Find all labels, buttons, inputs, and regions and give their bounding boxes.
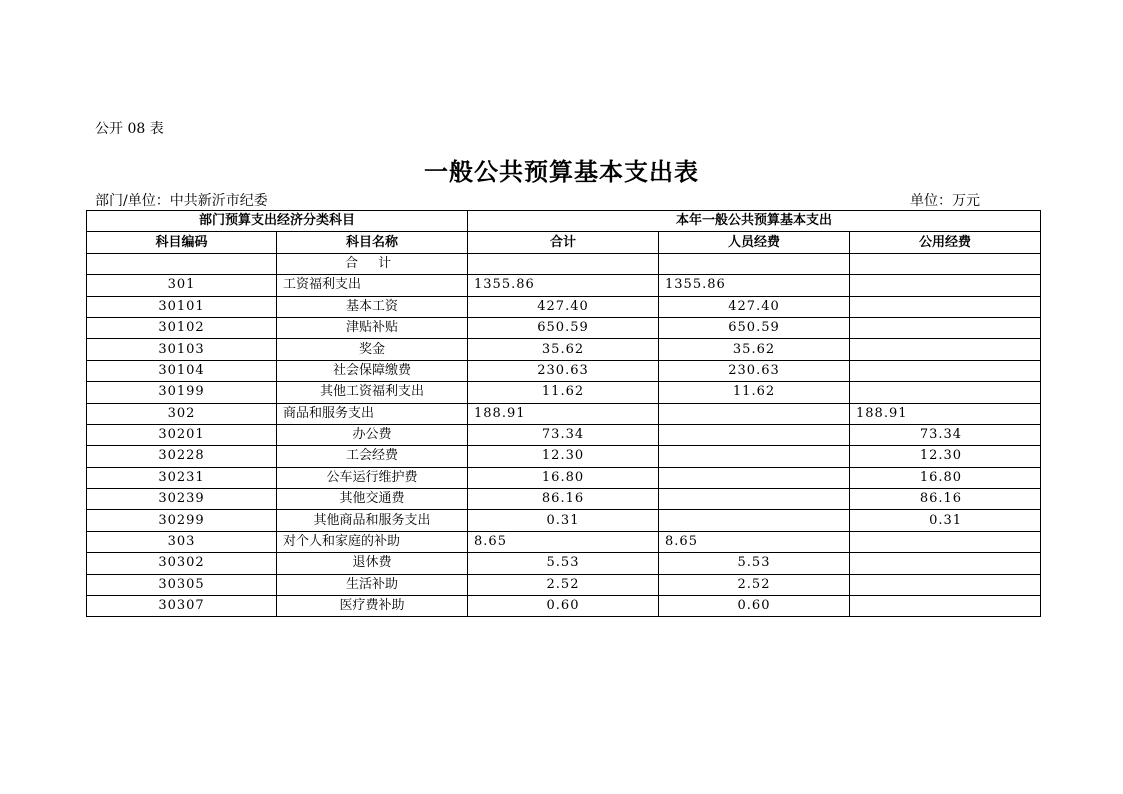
code-cell: 30101 bbox=[87, 296, 277, 317]
public-cell bbox=[850, 596, 1041, 617]
public-cell: 188.91 bbox=[850, 403, 1041, 424]
public-cell: 86.16 bbox=[850, 489, 1041, 510]
public-cell bbox=[850, 275, 1041, 296]
code-cell: 303 bbox=[87, 531, 277, 552]
code-cell: 30103 bbox=[87, 339, 277, 360]
name-cell: 医疗费补助 bbox=[277, 596, 468, 617]
total-cell: 35.62 bbox=[468, 339, 659, 360]
code-cell: 30104 bbox=[87, 360, 277, 381]
table-row bbox=[87, 446, 1041, 467]
total-personnel-cell bbox=[659, 253, 850, 274]
table-row bbox=[87, 382, 1041, 403]
name-cell: 生活补助 bbox=[277, 574, 468, 595]
total-cell: 230.63 bbox=[468, 360, 659, 381]
total-cell: 188.91 bbox=[468, 403, 659, 424]
personnel-cell: 35.62 bbox=[659, 339, 850, 360]
personnel-cell: 2.52 bbox=[659, 574, 850, 595]
name-cell: 奖金 bbox=[277, 339, 468, 360]
public-cell: 16.80 bbox=[850, 467, 1041, 488]
personnel-cell: 0.60 bbox=[659, 596, 850, 617]
code-cell: 30228 bbox=[87, 446, 277, 467]
total-cell: 0.31 bbox=[468, 510, 659, 531]
public-cell: 73.34 bbox=[850, 424, 1041, 445]
unit-label: 单位：万元 bbox=[910, 193, 980, 209]
group-header-left: 部门预算支出经济分类科目 bbox=[87, 211, 468, 232]
total-cell: 8.65 bbox=[468, 531, 659, 552]
total-code-cell bbox=[87, 253, 277, 274]
personnel-cell: 650.59 bbox=[659, 317, 850, 338]
form-number: 公开 08 表 bbox=[95, 121, 164, 137]
total-cell: 86.16 bbox=[468, 489, 659, 510]
name-cell: 其他工资福利支出 bbox=[277, 382, 468, 403]
public-cell bbox=[850, 317, 1041, 338]
table-row bbox=[87, 360, 1041, 381]
table-row bbox=[87, 339, 1041, 360]
table-row bbox=[87, 489, 1041, 510]
department-label: 部门/单位：中共新沂市纪委 bbox=[95, 193, 268, 209]
table-row bbox=[87, 424, 1041, 445]
total-public-cell bbox=[850, 253, 1041, 274]
code-cell: 30231 bbox=[87, 467, 277, 488]
table-row bbox=[87, 531, 1041, 552]
personnel-cell bbox=[659, 446, 850, 467]
code-cell: 30201 bbox=[87, 424, 277, 445]
total-cell: 2.52 bbox=[468, 574, 659, 595]
total-cell: 427.40 bbox=[468, 296, 659, 317]
table-row bbox=[87, 467, 1041, 488]
name-cell: 工资福利支出 bbox=[277, 275, 468, 296]
name-cell: 退休费 bbox=[277, 553, 468, 574]
name-cell: 商品和服务支出 bbox=[277, 403, 468, 424]
column-header-total: 合计 bbox=[468, 232, 659, 253]
name-cell: 社会保障缴费 bbox=[277, 360, 468, 381]
table-row bbox=[87, 553, 1041, 574]
code-cell: 302 bbox=[87, 403, 277, 424]
personnel-cell: 230.63 bbox=[659, 360, 850, 381]
personnel-cell: 11.62 bbox=[659, 382, 850, 403]
total-cell: 73.34 bbox=[468, 424, 659, 445]
code-cell: 301 bbox=[87, 275, 277, 296]
page-title: 一般公共预算基本支出表 bbox=[424, 157, 699, 186]
personnel-cell bbox=[659, 510, 850, 531]
code-cell: 30299 bbox=[87, 510, 277, 531]
personnel-cell bbox=[659, 489, 850, 510]
name-cell: 其他商品和服务支出 bbox=[277, 510, 468, 531]
public-cell bbox=[850, 553, 1041, 574]
personnel-cell bbox=[659, 424, 850, 445]
name-cell: 工会经费 bbox=[277, 446, 468, 467]
table-row bbox=[87, 275, 1041, 296]
public-cell bbox=[850, 339, 1041, 360]
name-cell: 公车运行维护费 bbox=[277, 467, 468, 488]
code-cell: 30302 bbox=[87, 553, 277, 574]
public-cell bbox=[850, 382, 1041, 403]
total-label-cell: 合 计 bbox=[277, 253, 468, 274]
name-cell: 津贴补贴 bbox=[277, 317, 468, 338]
personnel-cell bbox=[659, 403, 850, 424]
personnel-cell: 5.53 bbox=[659, 553, 850, 574]
table-row bbox=[87, 403, 1041, 424]
name-cell: 基本工资 bbox=[277, 296, 468, 317]
total-cell: 12.30 bbox=[468, 446, 659, 467]
table-row bbox=[87, 574, 1041, 595]
public-cell bbox=[850, 296, 1041, 317]
total-cell: 1355.86 bbox=[468, 275, 659, 296]
table-row bbox=[87, 296, 1041, 317]
budget-table bbox=[86, 210, 1041, 617]
table-row bbox=[87, 596, 1041, 617]
public-cell bbox=[850, 360, 1041, 381]
code-cell: 30102 bbox=[87, 317, 277, 338]
name-cell: 办公费 bbox=[277, 424, 468, 445]
code-cell: 30199 bbox=[87, 382, 277, 403]
total-cell: 650.59 bbox=[468, 317, 659, 338]
personnel-cell: 427.40 bbox=[659, 296, 850, 317]
table-row bbox=[87, 317, 1041, 338]
public-cell: 0.31 bbox=[850, 510, 1041, 531]
personnel-cell bbox=[659, 467, 850, 488]
total-row bbox=[87, 253, 1041, 274]
column-header-personnel: 人员经费 bbox=[659, 232, 850, 253]
personnel-cell: 8.65 bbox=[659, 531, 850, 552]
public-cell: 12.30 bbox=[850, 446, 1041, 467]
total-cell: 16.80 bbox=[468, 467, 659, 488]
public-cell bbox=[850, 574, 1041, 595]
total-cell: 5.53 bbox=[468, 553, 659, 574]
code-cell: 30305 bbox=[87, 574, 277, 595]
table-group-header-row bbox=[87, 211, 1041, 232]
table-column-header-row bbox=[87, 232, 1041, 253]
name-cell: 对个人和家庭的补助 bbox=[277, 531, 468, 552]
table-row bbox=[87, 510, 1041, 531]
column-header-name: 科目名称 bbox=[277, 232, 468, 253]
public-cell bbox=[850, 531, 1041, 552]
column-header-public: 公用经费 bbox=[850, 232, 1041, 253]
name-cell: 其他交通费 bbox=[277, 489, 468, 510]
personnel-cell: 1355.86 bbox=[659, 275, 850, 296]
code-cell: 30239 bbox=[87, 489, 277, 510]
code-cell: 30307 bbox=[87, 596, 277, 617]
total-sum-cell bbox=[468, 253, 659, 274]
total-cell: 0.60 bbox=[468, 596, 659, 617]
group-header-right: 本年一般公共预算基本支出 bbox=[468, 211, 1041, 232]
column-header-code: 科目编码 bbox=[87, 232, 277, 253]
total-cell: 11.62 bbox=[468, 382, 659, 403]
